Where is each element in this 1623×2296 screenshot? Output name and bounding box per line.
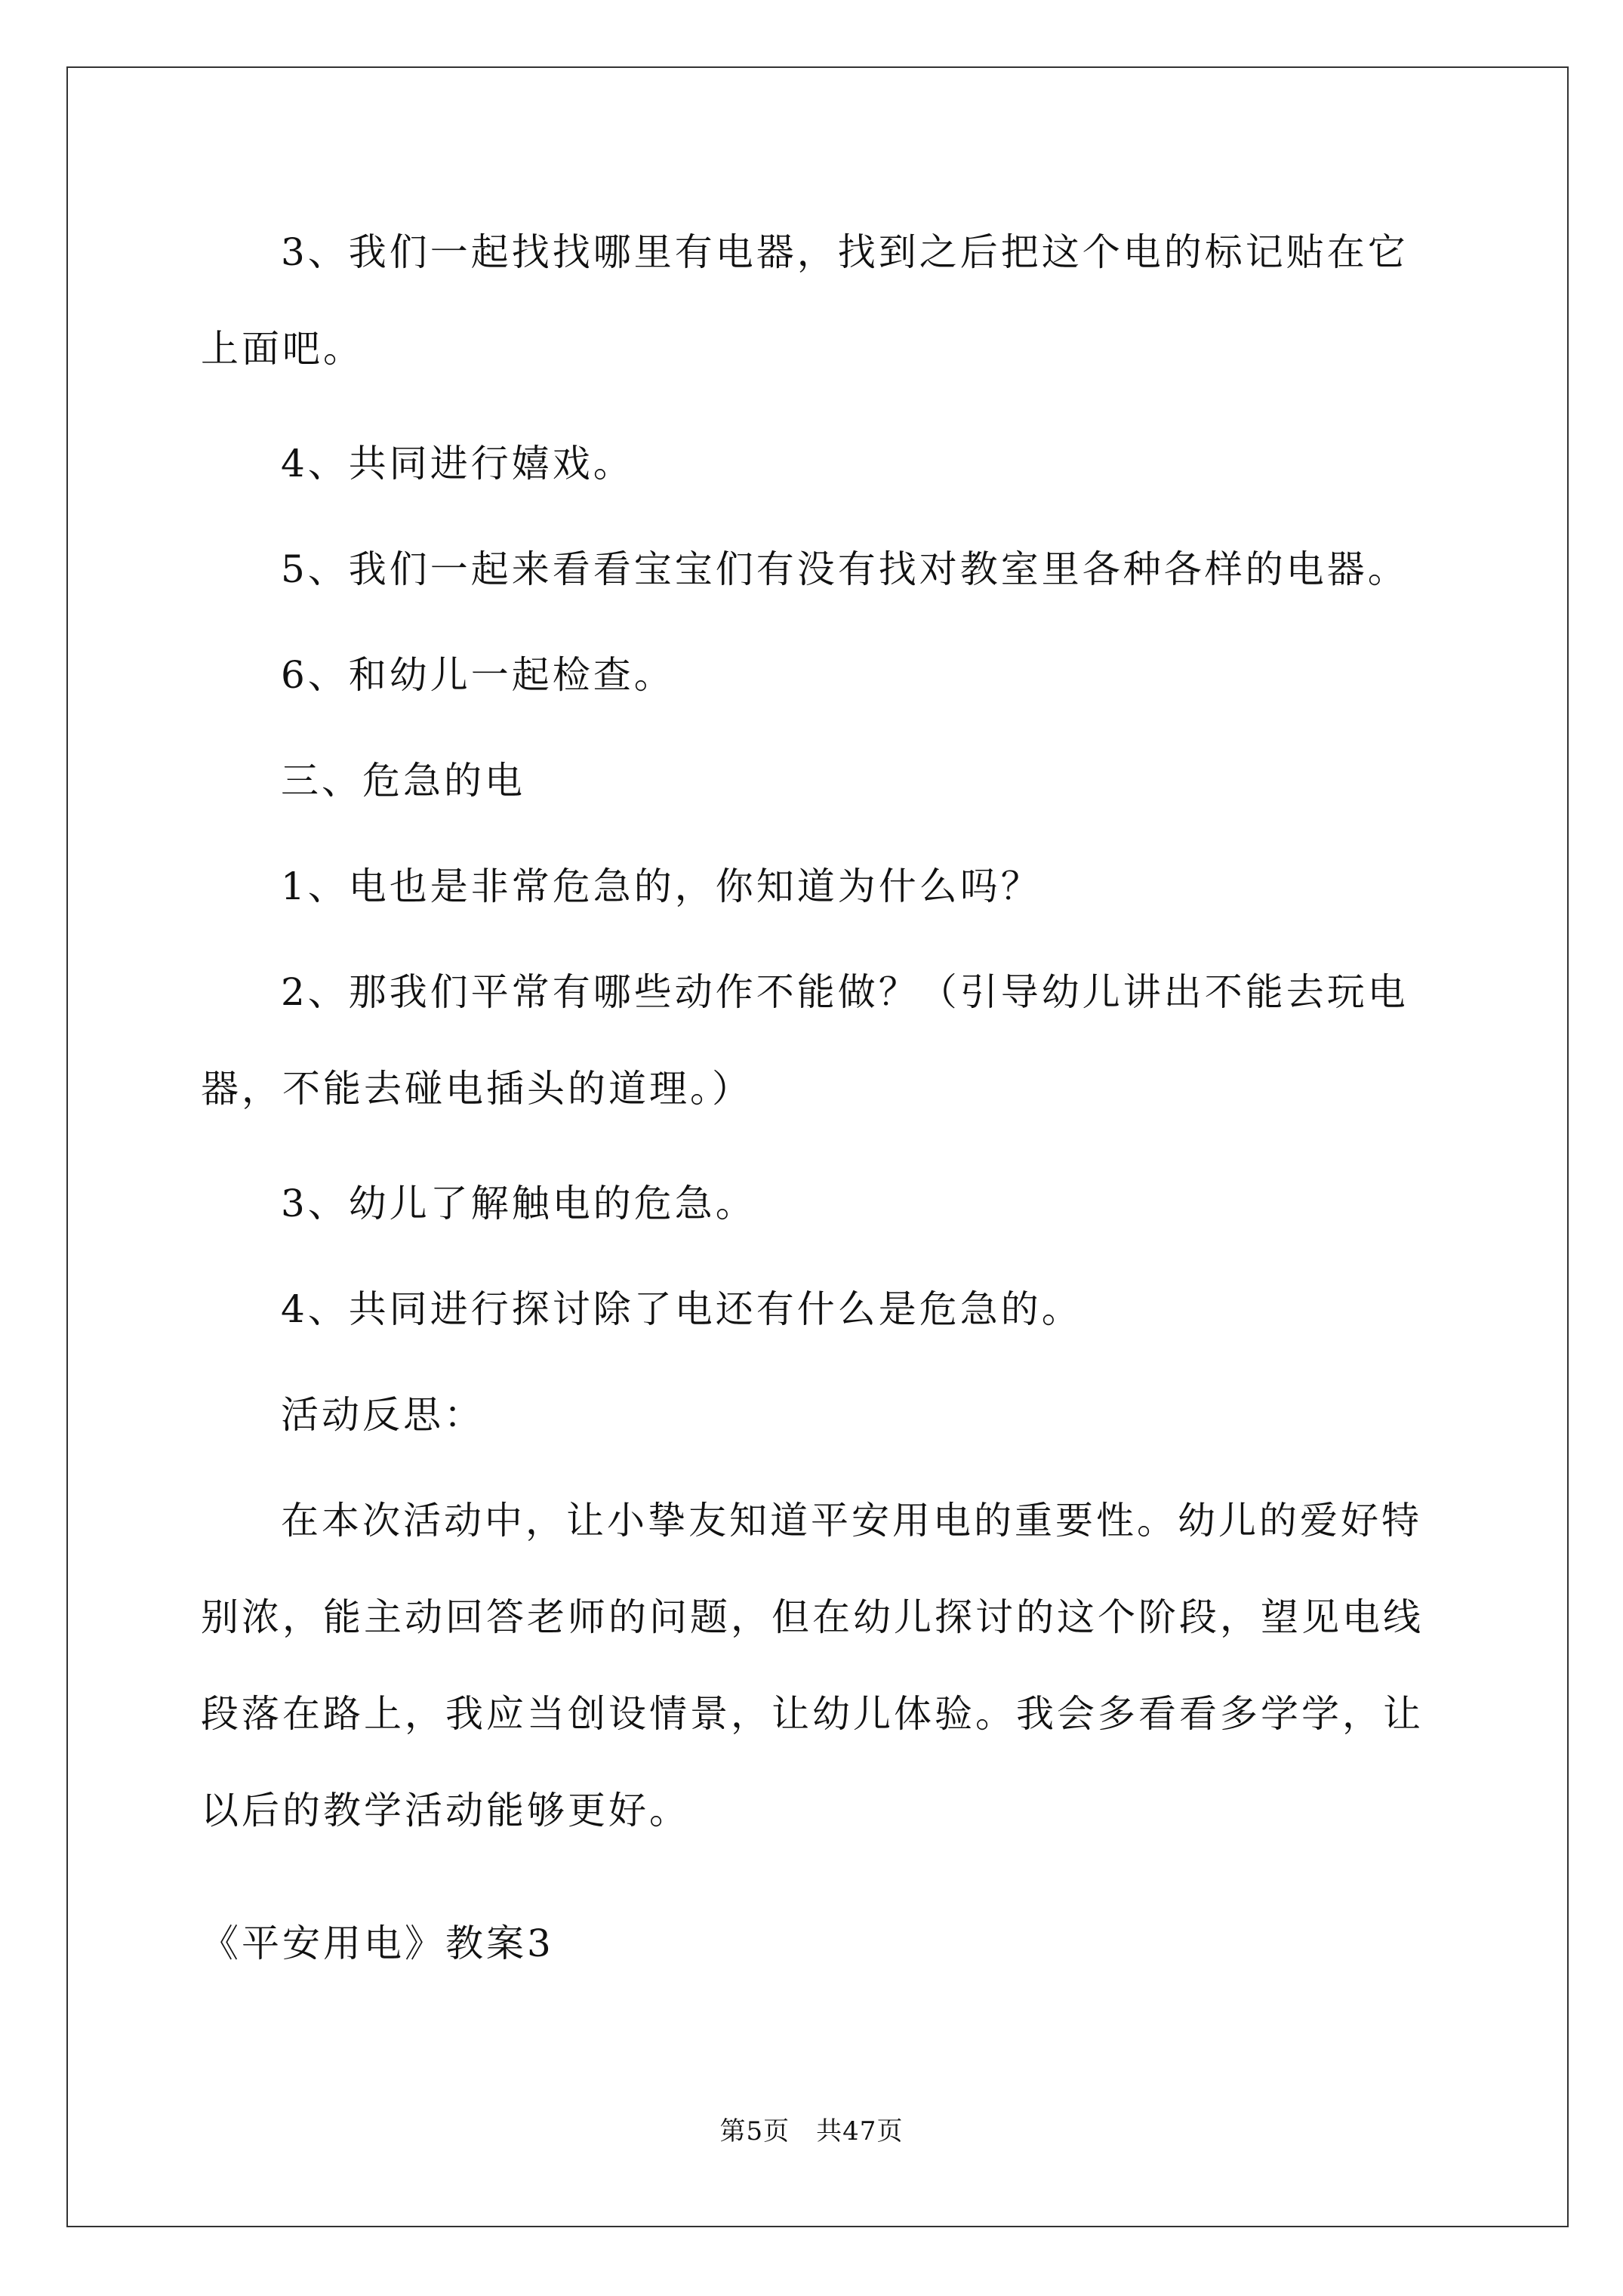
reflection-heading: 活动反思：	[281, 1393, 485, 1437]
paragraph-3: 5、我们一起来看看宝宝们有没有找对教室里各种各样的电器。	[281, 547, 1409, 591]
paragraph-4: 6、和幼儿一起检查。	[281, 653, 675, 697]
paragraph-7: 3、幼儿了解触电的危急。	[281, 1182, 756, 1225]
paragraph-8: 4、共同进行探讨除了电还有什么是危急的。	[281, 1287, 1083, 1331]
paragraph-6: 2、那我们平常有哪些动作不能做？（引导幼儿讲出不能去玩电器，不能去碰电插头的道理。）	[201, 970, 1409, 1111]
paragraph-5: 1、电也是非常危急的，你知道为什么吗？	[281, 864, 1042, 908]
reflection-paragraph: 在本次活动中，让小挚友知道平安用电的重要性。幼儿的爱好特别浓，能主动回答老师的问题，但在幼儿探讨的这个阶段，望见电线段落在路上，我应当创设情景，让幼儿体验。我会多看看多学学，让以后的教学活动能够更好。	[201, 1499, 1424, 1832]
paragraph-1: 3、我们一起找找哪里有电器，找到之后把这个电的标记贴在它上面吧。	[201, 230, 1409, 371]
page-number-footer: 第5页 共47页	[719, 2116, 904, 2147]
paragraph-2: 4、共同进行嬉戏。	[281, 442, 634, 485]
section-heading: 三、危急的电	[281, 759, 525, 803]
lesson-title: 《平安用电》教案3	[201, 1922, 554, 1965]
